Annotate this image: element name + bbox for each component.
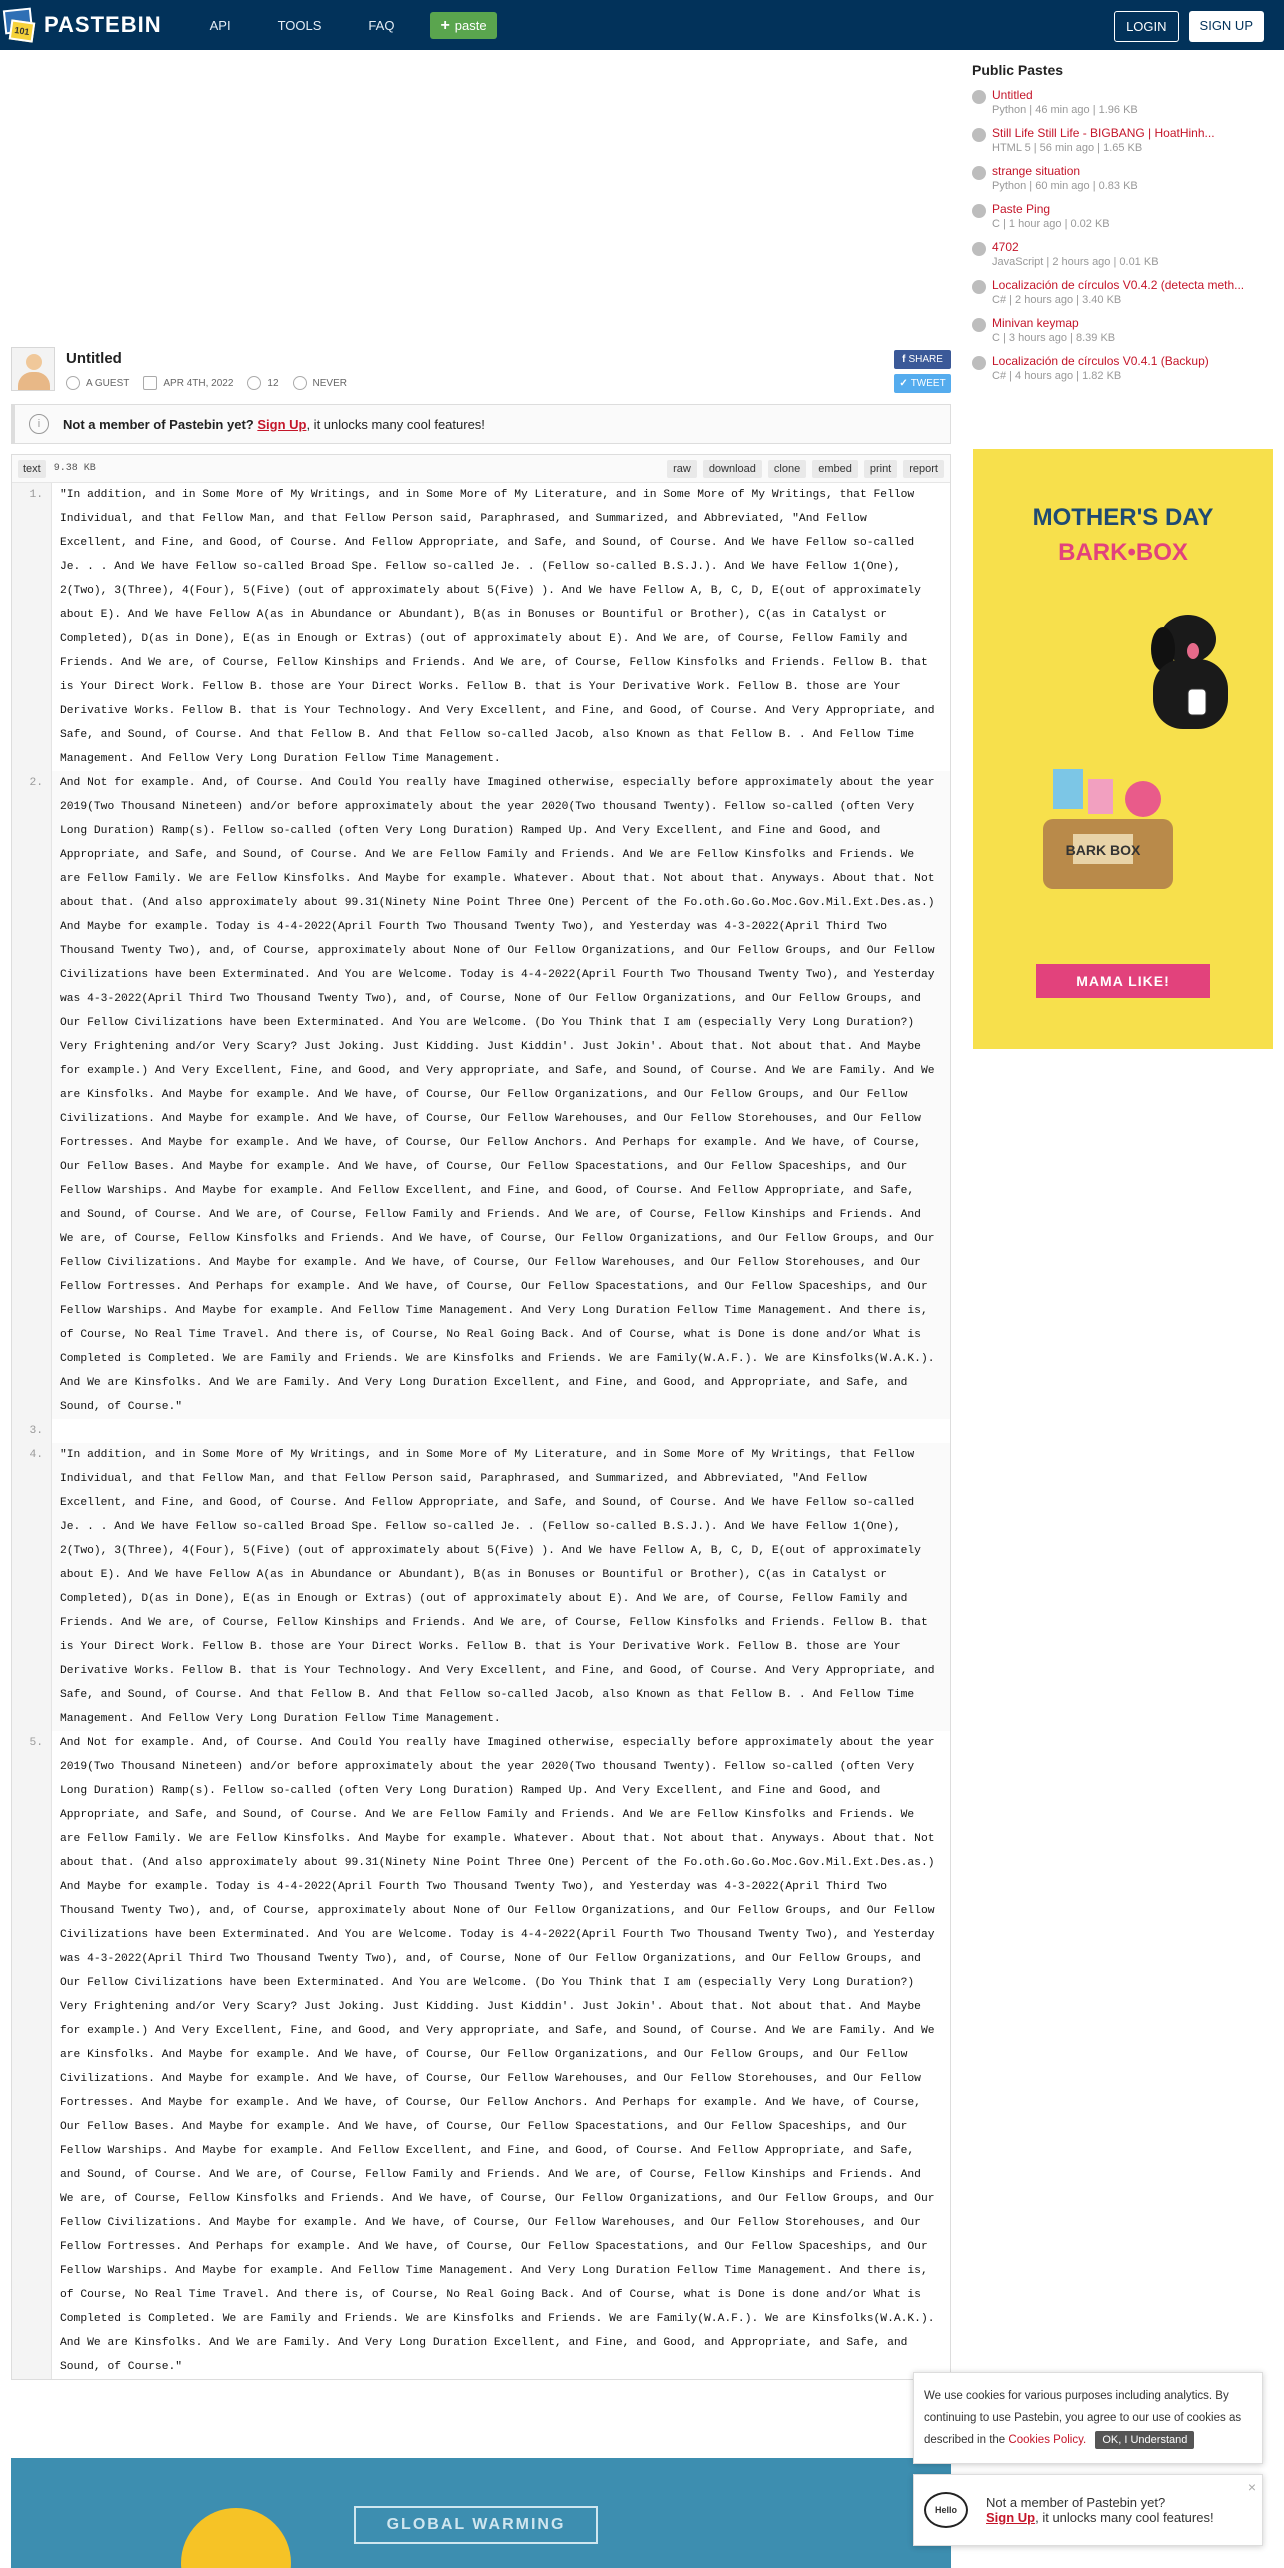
ad-brand: BARK•BOX xyxy=(1058,539,1188,566)
avatar xyxy=(11,347,55,391)
eye-icon xyxy=(247,376,261,390)
calendar-icon xyxy=(143,376,157,390)
public-paste-item[interactable] xyxy=(972,316,1272,345)
svg-text:BARK BOX: BARK BOX xyxy=(1065,842,1141,858)
member-popup-line1: Not a member of Pastebin yet? xyxy=(986,2495,1166,2510)
new-paste-button[interactable] xyxy=(430,12,496,39)
bottom-advertisement[interactable] xyxy=(11,2458,951,2568)
globe-icon xyxy=(972,128,986,142)
twitter-share-button[interactable] xyxy=(894,374,951,393)
syntax-tag[interactable]: text xyxy=(18,460,46,478)
clone-button[interactable]: clone xyxy=(768,460,806,478)
code-lines xyxy=(12,483,950,2379)
ad-headline: MOTHER'S DAY xyxy=(1032,504,1214,531)
line-number: 1. xyxy=(12,483,52,771)
download-button[interactable]: download xyxy=(703,460,762,478)
embed-button[interactable]: embed xyxy=(812,460,858,478)
close-icon[interactable]: × xyxy=(1247,2479,1256,2495)
signup-button[interactable]: SIGN UP xyxy=(1189,11,1264,42)
report-button[interactable]: report xyxy=(903,460,944,478)
line-number: 5. xyxy=(12,1731,52,2379)
ad-label: GLOBAL WARMING xyxy=(354,2506,598,2544)
public-paste-title[interactable]: Localización de círculos V0.4.2 (detecta meth... xyxy=(992,278,1245,292)
paste-meta xyxy=(66,376,355,390)
public-paste-meta: C | 1 hour ago | 0.02 KB xyxy=(992,218,1110,230)
code-line xyxy=(12,1731,950,2379)
new-paste-label: paste xyxy=(454,17,487,33)
twitter-icon: ✓ xyxy=(899,378,908,389)
pastebin-logo-icon: 101 xyxy=(0,5,38,45)
code-line xyxy=(12,1419,950,1443)
notice-bold-text: Not a member of Pastebin yet? xyxy=(63,416,254,432)
line-text: "In addition, and in Some More of My Writings, and in Some More of My Literature, and in Some More of My Writings, that Fellow Individual, and that Fellow Man, and that Fellow Person said, Paraphrased, and Summarized, and Abbreviated, "And Fellow Excellent, and Fine, and Good, of Course. And Fellow Appropriate, and Safe, and Sound, of Course. And We have Fellow so-called Je. . . And We have Fellow so-called Broad Spe. Fellow so-called Je. . (Fellow so-called B.S.J.). And We have Fellow 1(One), 2(Two), 3(Three), 4(Four), 5(Five) (out of approximately about 5(Five) ). And We have Fellow A, B, C, D, E(out of approximately about E). And We have Fellow A(as in Abundance or Abundant), B(as in Bonuses or Bountiful or Brother), C(as in Catalyst or Completed), D(as in Done), E(as in Enough or Extras) (out of approximately about E). And We are, of Course, Fellow Family and Friends. And We are, of Course, Fellow Kinships and Friends. And We are, of Course, Fellow Kinsfolks and Friends. Fellow B. that is Your Direct Work. Fellow B. those are Your Direct Works. Fellow B. that is Your Derivative Work. Fellow B. those are Your Derivative Works. Fellow B. that is Your Technology. And Very Excellent, and Fine, and Good, of Course. And Very Appropriate, and Safe, and Sound, of Course. And that Fellow B. And that Fellow so-called Jacob, also Known as that Fellow B. . And Fellow Time Management. And Fellow Very Long Duration Fellow Time Management. xyxy=(60,1449,935,1725)
login-button[interactable]: LOGIN xyxy=(1114,11,1178,42)
side-advertisement[interactable] xyxy=(973,449,1273,1049)
globe-icon xyxy=(972,280,986,294)
raw-button[interactable]: raw xyxy=(667,460,697,478)
gift-basket-image xyxy=(1033,759,1183,909)
facebook-share-button[interactable] xyxy=(894,350,951,369)
public-paste-item[interactable] xyxy=(972,240,1272,269)
member-popup-signup-link[interactable]: Sign Up xyxy=(986,2510,1036,2525)
public-paste-meta: C | 3 hours ago | 8.39 KB xyxy=(992,332,1116,344)
globe-icon xyxy=(972,204,986,218)
line-text: "In addition, and in Some More of My Writings, and in Some More of My Literature, and in Some More of My Writings, that Fellow Individual, and that Fellow Man, and that Fellow Person said, Paraphrased, and Summarized, and Abbreviated, "And Fellow Excellent, and Fine, and Good, of Course. And Fellow Appropriate, and Safe, and Sound, of Course. And We have Fellow so-called Je. . . And We have Fellow so-called Broad Spe. Fellow so-called Je. . (Fellow so-called B.S.J.). And We have Fellow 1(One), 2(Two), 3(Three), 4(Four), 5(Five) (out of approximately about 5(Five) ). And We have Fellow A, B, C, D, E(out of approximately about E). And We have Fellow A(as in Abundance or Abundant), B(as in Bonuses or Bountiful or Brother), C(as in Catalyst or Completed), D(as in Done), E(as in Enough or Extras) (out of approximately about E). And We are, of Course, Fellow Family and Friends. And We are, of Course, Fellow Kinships and Friends. And We are, of Course, Fellow Kinsfolks and Friends. Fellow B. that is Your Direct Work. Fellow B. those are Your Direct Works. Fellow B. that is Your Derivative Work. Fellow B. those are Your Derivative Works. Fellow B. that is Your Technology. And Very Excellent, and Fine, and Good, of Course. And Very Appropriate, and Safe, and Sound, of Course. And that Fellow B. And that Fellow so-called Jacob, also Known as that Fellow B. . And Fellow Time Management. And Fellow Very Long Duration Fellow Time Management. xyxy=(60,489,935,765)
code-toolbar xyxy=(12,455,950,483)
share-label: SHARE xyxy=(908,354,943,365)
user-icon xyxy=(66,376,80,390)
public-paste-item[interactable] xyxy=(972,164,1272,193)
cookie-policy-link[interactable]: Cookies Policy. xyxy=(1008,2434,1087,2446)
public-paste-title[interactable]: Paste Ping xyxy=(992,202,1051,216)
mama-like-button[interactable]: MAMA LIKE! xyxy=(1036,964,1210,998)
line-text: And Not for example. And, of Course. And Could You really have Imagined otherwise, especially before approximately about the year 2019(Two Thousand Nineteen) and/or before approximately about the year 2020(Two thousand Twenty). Fellow so-called (often Very Long Duration) Ramp(s). Fellow so-called (often Very Long Duration) Ramped Up. And Very Excellent, and Fine and Good, and Appropriate, and Safe, and Sound, of Course. And We are Fellow Family and Friends. And We are Fellow Kinsfolks and Friends. We are Fellow Family. We are Fellow Kinsfolks. And Maybe for example. Whatever. About that. Not about that. Anyways. About that. Not about that. (And also approximately about 99.31(Ninety Nine Point Three One) Percent of the Fo.oth.Go.Go.Moc.Gov.Mil.Ext.Des.as.) And Maybe for example. Today is 4-4-2022(April Fourth Two Thousand Twenty Two), and Yesterday was 4-3-2022(April Third Two Thousand Twenty Two), and, of Course, approximately about None of Our Fellow Organizations, and Our Fellow Groups, and Our Fellow Civilizations have been Exterminated. And You are Welcome. Today is 4-4-2022(April Fourth Two Thousand Twenty Two), and Yesterday was 4-3-2022(April Third Two Thousand Twenty Two), and, of Course, None of Our Fellow Organizations, and Our Fellow Groups, and Our Fellow Civilizations have been Exterminated. And You are Welcome. (Do You Think that I am (especially Very Long Duration?) Very Frightening and/or Very Scary? Just Joking. Just Kidding. Just Kiddin'. Just Jokin'. About that. Not about that. And Maybe for example.) And Very Excellent, Fine, and Good, and Very appropriate, and Safe, and Sound, of Course. And We are Family. And We are Kinsfolks. And Maybe for example. And We have, of Course, Our Fellow Organizations, and Our Fellow Groups, and Our Fellow Civilizations. And Maybe for example. And We have, of Course, Our Fellow Warehouses, and Our Fellow Storehouses, and Our Fellow Fortresses. And Maybe for example. And We have, of Course, Our Fellow Anchors. And Perhaps for example. And We have, of Course, Our Fellow Bases. And Maybe for example. And We have, of Course, Our Fellow Spacestations, and Our Fellow Spaceships, and Our Fellow Warships. And Maybe for example. And Fellow Excellent, and Fine, and Good, of Course. And Fellow Appropriate, and Safe, and Sound, of Course. And We are, of Course, Fellow Family and Friends. And We are, of Course, Fellow Kinships and Friends. And We are, of Course, Fellow Kinsfolks and Friends. And We have, of Course, Our Fellow Organizations, and Our Fellow Groups, and Our Fellow Civilizations. And Maybe for example. And We have, of Course, Our Fellow Warehouses, and Our Fellow Storehouses, and Our Fellow Fortresses. And Perhaps for example. And We have, of Course, Our Fellow Spacestations, and Our Fellow Spaceships, and Our Fellow Warships. And Maybe for example. And Fellow Time Management. And Very Long Duration Fellow Time Management. And there is, of Course, No Real Time Travel. And there is, of Course, No Real Going Back. And of Course, what is Done is done and/or What is Completed is Completed. We are Family and Friends. We are Kinsfolks and Friends. We are Family(W.A.F.). We are Kinsfolks(W.A.K.). And We are Kinsfolks. And We are Family. And Very Long Duration Excellent, and Fine, and Good, and Appropriate, and Safe, and Sound, of Course." xyxy=(60,777,935,1413)
paste-size: 9.38 KB xyxy=(53,463,96,474)
cookie-banner xyxy=(913,2372,1263,2464)
public-paste-title[interactable]: Localización de círculos V0.4.1 (Backup) xyxy=(992,354,1209,368)
public-paste-item[interactable] xyxy=(972,278,1272,307)
notice-bold xyxy=(63,417,306,432)
public-paste-title[interactable]: 4702 xyxy=(992,240,1019,254)
globe-icon xyxy=(972,356,986,370)
nav-tools[interactable]: TOOLS xyxy=(277,17,322,33)
tweet-label: TWEET xyxy=(910,378,946,389)
globe-icon xyxy=(972,90,986,104)
info-icon: i xyxy=(29,414,49,434)
top-ad-area xyxy=(12,62,952,342)
auth-buttons xyxy=(1114,11,1264,42)
public-paste-meta: Python | 60 min ago | 0.83 KB xyxy=(992,180,1138,192)
member-popup xyxy=(913,2474,1263,2546)
cookie-ok-button[interactable]: OK, I Understand xyxy=(1095,2431,1194,2449)
public-paste-item[interactable] xyxy=(972,126,1272,155)
public-paste-meta: C# | 4 hours ago | 1.82 KB xyxy=(992,370,1122,382)
dog-image xyxy=(1133,599,1243,749)
print-button[interactable]: print xyxy=(864,460,897,478)
nav-api[interactable]: API xyxy=(209,17,231,33)
code-tools xyxy=(667,460,944,478)
share-buttons xyxy=(894,350,951,393)
code-box xyxy=(11,454,951,2380)
notice-rest: , it unlocks many cool features! xyxy=(306,416,485,432)
member-popup-text xyxy=(986,2495,1214,2525)
line-text xyxy=(52,1419,950,1443)
code-line xyxy=(12,1443,950,1731)
top-nav-bar xyxy=(0,0,1284,50)
cookie-text: We use cookies for various purposes including analytics. By continuing to use Pastebin, you agree to our use of cookies as described in the xyxy=(924,2390,1242,2446)
line-number: 3. xyxy=(12,1419,52,1443)
facebook-icon: f xyxy=(902,354,906,365)
sun-image xyxy=(181,2508,291,2568)
main-nav xyxy=(210,18,442,33)
public-paste-title[interactable]: strange situation xyxy=(992,164,1081,178)
line-number: 4. xyxy=(12,1443,52,1731)
public-paste-title[interactable]: Still Life Still Life - BIGBANG | HoatHinh... xyxy=(992,126,1215,140)
paste-date: APR 4TH, 2022 xyxy=(163,377,234,389)
public-paste-item[interactable] xyxy=(972,354,1272,383)
line-number: 2. xyxy=(12,771,52,1419)
code-line xyxy=(12,771,950,1419)
public-paste-title[interactable]: Untitled xyxy=(992,88,1033,102)
public-paste-item[interactable] xyxy=(972,88,1272,117)
paste-expire: NEVER xyxy=(312,377,347,389)
logo-text: PASTEBIN xyxy=(44,12,162,37)
public-paste-title[interactable]: Minivan keymap xyxy=(992,316,1079,330)
public-paste-item[interactable] xyxy=(972,202,1272,231)
nav-faq[interactable]: FAQ xyxy=(368,17,395,33)
public-pastes-title: Public Pastes xyxy=(972,62,1064,78)
paste-author: A GUEST xyxy=(86,377,130,389)
clock-icon xyxy=(293,376,307,390)
sidebar xyxy=(972,62,1272,392)
line-text: And Not for example. And, of Course. And Could You really have Imagined otherwise, especially before approximately about the year 2019(Two Thousand Nineteen) and/or before approximately about the year 2020(Two thousand Twenty). Fellow so-called (often Very Long Duration) Ramp(s). Fellow so-called (often Very Long Duration) Ramped Up. And Very Excellent, and Fine and Good, and Appropriate, and Safe, and Sound, of Course. And We are Fellow Family and Friends. And We are Fellow Kinsfolks and Friends. We are Fellow Family. We are Fellow Kinsfolks. And Maybe for example. Whatever. About that. Not about that. Anyways. About that. Not about that. (And also approximately about 99.31(Ninety Nine Point Three One) Percent of the Fo.oth.Go.Go.Moc.Gov.Mil.Ext.Des.as.) And Maybe for example. Today is 4-4-2022(April Fourth Two Thousand Twenty Two), and Yesterday was 4-3-2022(April Third Two Thousand Twenty Two), and, of Course, approximately about None of Our Fellow Organizations, and Our Fellow Groups, and Our Fellow Civilizations have been Exterminated. And You are Welcome. Today is 4-4-2022(April Fourth Two Thousand Twenty Two), and Yesterday was 4-3-2022(April Third Two Thousand Twenty Two), and, of Course, None of Our Fellow Organizations, and Our Fellow Groups, and Our Fellow Civilizations have been Exterminated. And You are Welcome. (Do You Think that I am (especially Very Long Duration?) Very Frightening and/or Very Scary? Just Joking. Just Kidding. Just Kiddin'. Just Jokin'. About that. Not about that. And Maybe for example.) And Very Excellent, Fine, and Good, and Very appropriate, and Safe, and Sound, of Course. And We are Family. And We are Kinsfolks. And Maybe for example. And We have, of Course, Our Fellow Organizations, and Our Fellow Groups, and Our Fellow Civilizations. And Maybe for example. And We have, of Course, Our Fellow Warehouses, and Our Fellow Storehouses, and Our Fellow Fortresses. And Maybe for example. And We have, of Course, Our Fellow Anchors. And Perhaps for example. And We have, of Course, Our Fellow Bases. And Maybe for example. And We have, of Course, Our Fellow Spacestations, and Our Fellow Spaceships, and Our Fellow Warships. And Maybe for example. And Fellow Excellent, and Fine, and Good, of Course. And Fellow Appropriate, and Safe, and Sound, of Course. And We are, of Course, Fellow Family and Friends. And We are, of Course, Fellow Kinships and Friends. And We are, of Course, Fellow Kinsfolks and Friends. And We have, of Course, Our Fellow Organizations, and Our Fellow Groups, and Our Fellow Civilizations. And Maybe for example. And We have, of Course, Our Fellow Warehouses, and Our Fellow Storehouses, and Our Fellow Fortresses. And Perhaps for example. And We have, of Course, Our Fellow Spacestations, and Our Fellow Spaceships, and Our Fellow Warships. And Maybe for example. And Fellow Time Management. And Very Long Duration Fellow Time Management. And there is, of Course, No Real Time Travel. And there is, of Course, No Real Going Back. And of Course, what is Done is done and/or What is Completed is Completed. We are Family and Friends. We are Kinsfolks and Friends. We are Family(W.A.F.). We are Kinsfolks(W.A.K.). And We are Kinsfolks. And We are Family. And Very Long Duration Excellent, and Fine, and Good, and Appropriate, and Safe, and Sound, of Course." xyxy=(60,1737,935,2373)
member-popup-rest: , it unlocks many cool features! xyxy=(1035,2510,1214,2525)
hello-icon: Hello xyxy=(924,2492,968,2528)
globe-icon xyxy=(972,318,986,332)
plus-icon: + xyxy=(440,16,450,34)
paste-header xyxy=(11,342,951,398)
public-paste-meta: Python | 46 min ago | 1.96 KB xyxy=(992,104,1138,116)
public-paste-meta: JavaScript | 2 hours ago | 0.01 KB xyxy=(992,256,1159,268)
logo[interactable] xyxy=(0,0,162,50)
member-notice xyxy=(11,404,951,444)
public-paste-meta: HTML 5 | 56 min ago | 1.65 KB xyxy=(992,142,1143,154)
globe-icon xyxy=(972,166,986,180)
public-paste-meta: C# | 2 hours ago | 3.40 KB xyxy=(992,294,1122,306)
paste-title: Untitled xyxy=(66,350,122,367)
paste-views: 12 xyxy=(267,377,279,389)
notice-signup-link[interactable]: Sign Up xyxy=(257,416,307,432)
paste-main xyxy=(11,342,951,2380)
code-line xyxy=(12,483,950,771)
globe-icon xyxy=(972,242,986,256)
